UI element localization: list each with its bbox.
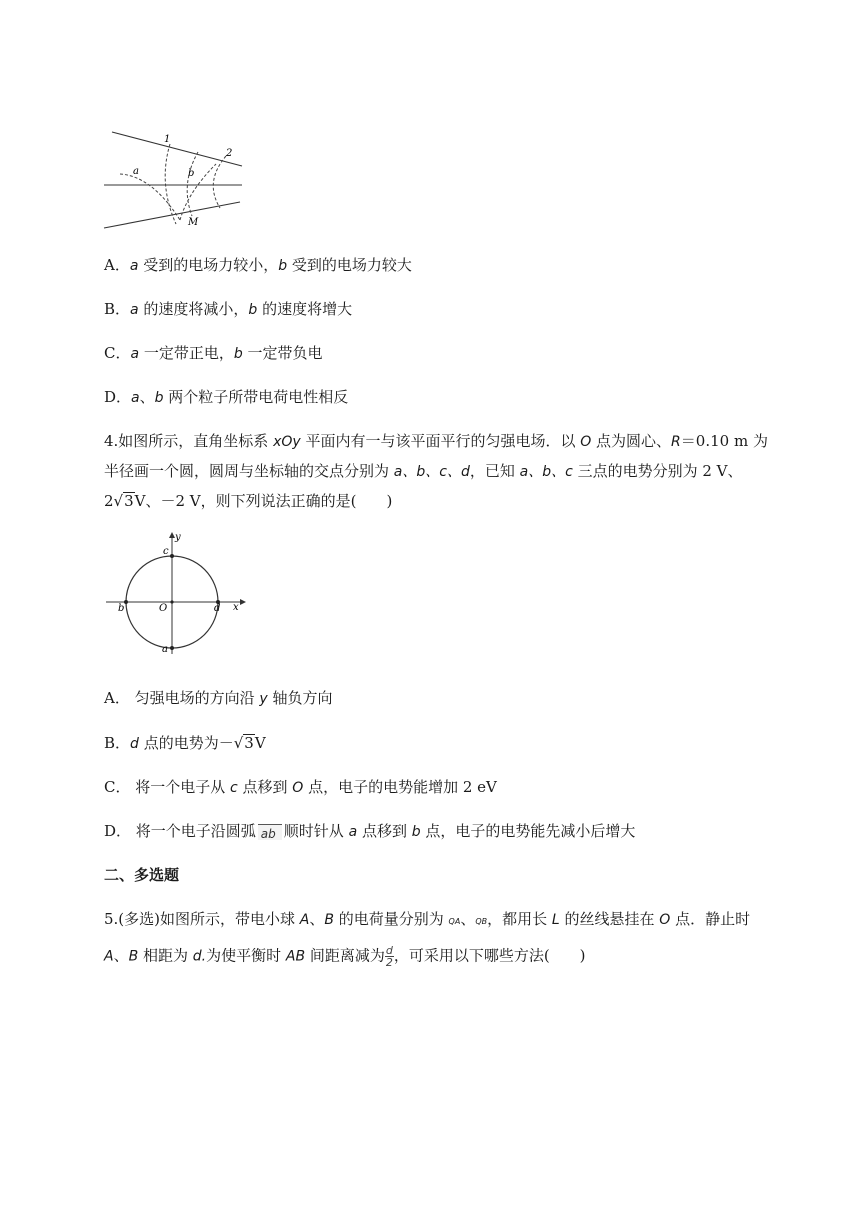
label-a: a (133, 166, 139, 177)
trajectory-a (120, 174, 180, 220)
point-O (170, 600, 173, 603)
q5-stem-line-1: 5.(多选)如图所示，带电小球 A、B 的电荷量分别为 QA、QB，都用长 L 的丝线悬挂在 O 点．静止时 (104, 910, 751, 928)
label-M: M (188, 217, 199, 228)
x-axis-arrow (240, 599, 246, 605)
arc-ab-symbol: ab (258, 824, 282, 840)
label-y: y (175, 532, 181, 543)
equipotential-2 (213, 156, 226, 208)
label-x: x (233, 602, 239, 613)
equipotential-1 (165, 144, 176, 224)
q4-option-d: D． 将一个电子沿圆弧 ab 顺时针从 a 点移到 b 点，电子的电势能先减小后增大 (104, 822, 636, 841)
q5-stem-line-2: A、B 相距为 d.为使平衡时 AB 间距离减为 $\frac{d}{2}$ ，可采用以下哪些方法( ) (104, 944, 586, 969)
label-b: b (188, 168, 195, 179)
figure-coordinate-circle (104, 528, 250, 658)
q3-option-c: C．a 一定带正电，b 一定带负电 (104, 344, 323, 362)
q4-stem-line-1: 4.如图所示，直角坐标系 xOy 平面内有一与该平面平行的匀强电场．以 O 点为圆心、R＝0.10 m 为 (104, 432, 768, 450)
point-a (170, 646, 174, 650)
figure-field-lines (100, 124, 248, 232)
fraction-d-over-2: $\frac{d}{2}$ (385, 944, 393, 969)
q4-option-c: C． 将一个电子从 c 点移到 O 点，电子的电势能增加 2 eV (104, 778, 497, 796)
q4-stem-line-2: 半径画一个圆，圆周与坐标轴的交点分别为 a、b、c、d，已知 a、b、c 三点的电势分别为 2 V、 (104, 462, 743, 480)
equipotential-mid (187, 152, 198, 216)
q4-option-a: A． 匀强电场的方向沿 y 轴负方向 (104, 689, 333, 707)
q3-option-b: B．a 的速度将减小，b 的速度将增大 (104, 300, 353, 318)
label-curve-2: 2 (226, 148, 233, 159)
q3-option-a: A．a 受到的电场力较小，b 受到的电场力较大 (104, 256, 412, 274)
point-b (124, 600, 128, 604)
point-c (170, 554, 174, 558)
label-O: O (159, 603, 168, 614)
label-curve-1: 1 (164, 134, 171, 145)
sqrt-symbol: √3 (113, 492, 134, 510)
q4-stem-line-3: 2√3V、－2 V，则下列说法正确的是( ) (104, 492, 393, 510)
label-a: a (162, 644, 168, 655)
q3-option-d: D．a、b 两个粒子所带电荷电性相反 (104, 388, 349, 406)
q4-option-b: B．d 点的电势为－√3V (104, 734, 266, 752)
label-c: c (163, 546, 169, 557)
trajectory-b (180, 164, 216, 220)
sqrt-symbol: √3 (233, 734, 254, 752)
label-b: b (118, 603, 125, 614)
label-d: d (214, 603, 221, 614)
section-heading-multiple-choice: 二、多选题 (104, 866, 180, 884)
